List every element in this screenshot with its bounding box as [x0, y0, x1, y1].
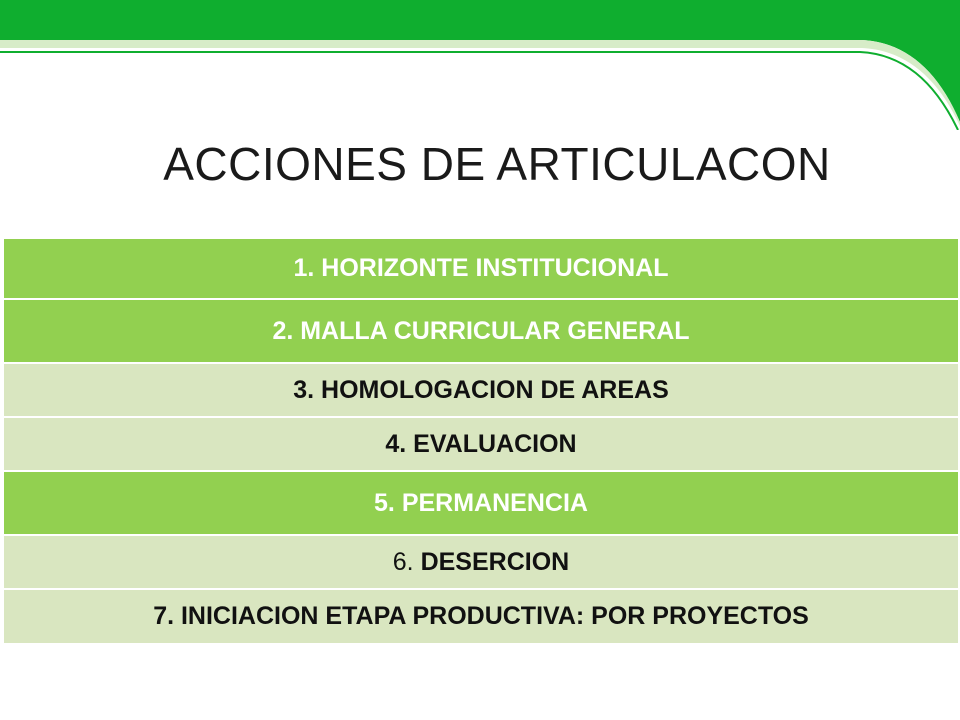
slide-title-text: ACCIONES DE ARTICULACON	[163, 138, 831, 190]
list-item-label: 1. HORIZONTE INSTITUCIONAL	[293, 254, 669, 282]
list-item-label: 7. INICIACION ETAPA PRODUCTIVA: POR PROYECTOS	[153, 602, 809, 630]
list-item-iniciacion	[4, 590, 958, 643]
slide-title	[0, 137, 960, 191]
list-item-label: 4. EVALUACION	[385, 429, 577, 458]
list-item-permanencia	[4, 472, 958, 536]
list-item-desercion	[4, 536, 958, 590]
list-item-number: 6.	[392, 547, 414, 576]
list-item-horizonte	[4, 239, 958, 300]
list-item-evaluacion	[4, 418, 958, 472]
articulation-actions-list	[4, 239, 958, 643]
header-thin-line	[0, 52, 958, 130]
list-item-malla	[4, 300, 958, 364]
header-band	[0, 0, 960, 130]
header-green-band	[0, 0, 960, 122]
list-item-label: 5. PERMANENCIA	[374, 488, 588, 517]
list-item-homologacion	[4, 364, 958, 418]
list-item-label: 3. HOMOLOGACION DE AREAS	[293, 375, 669, 404]
list-item-label: DESERCION	[420, 547, 570, 576]
list-item-label: 2. MALLA CURRICULAR GENERAL	[272, 316, 690, 345]
